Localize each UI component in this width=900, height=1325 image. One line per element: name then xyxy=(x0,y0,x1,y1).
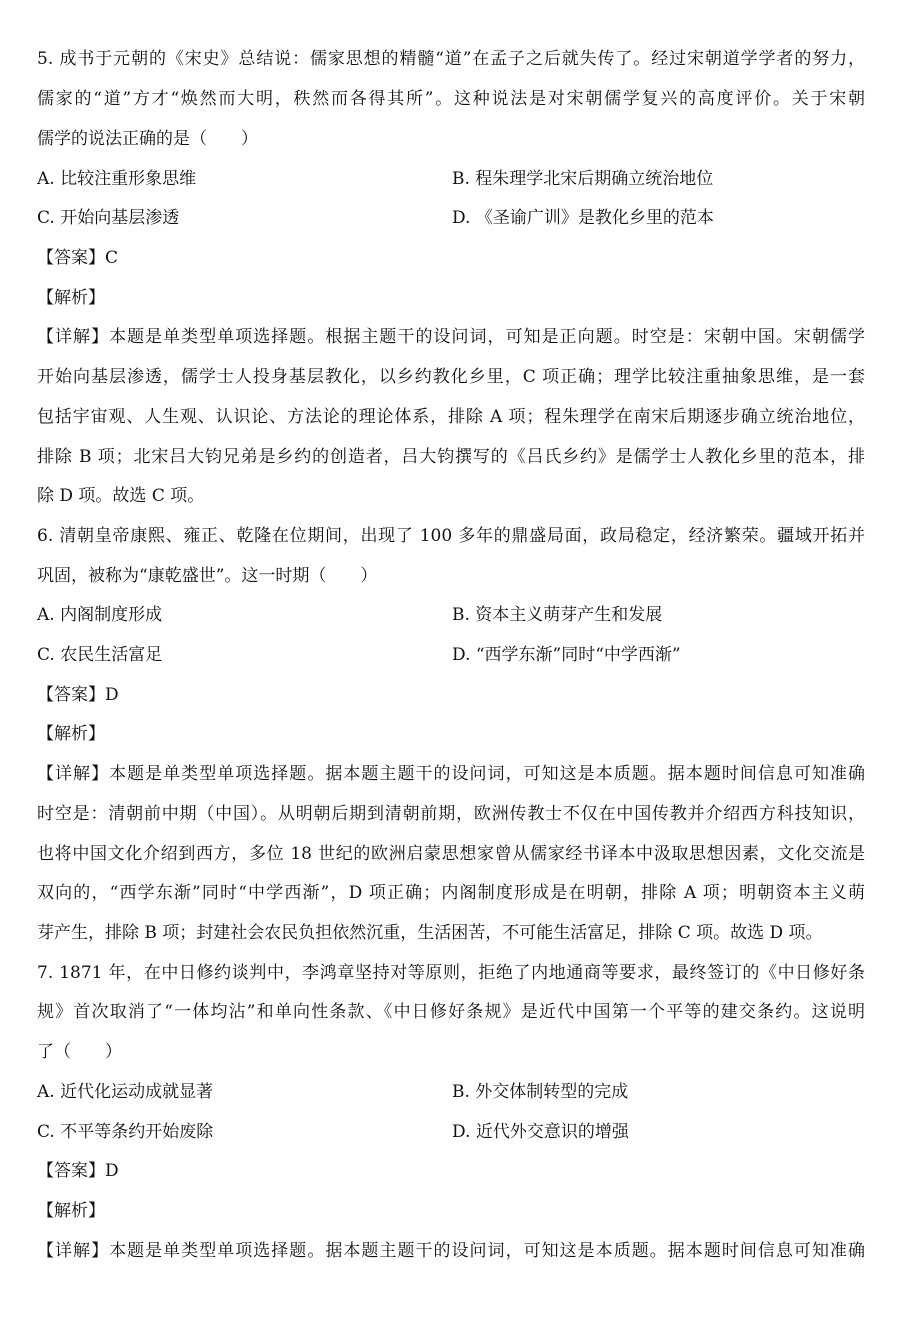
question-7-stem-line-3: 了（ ） xyxy=(37,1042,122,1062)
question-7-detail-line-1: 【详解】本题是单类型单项选择题。据本题主题干的设问词，可知这是本质题。据本题时间信息可知准确 xyxy=(37,1241,865,1261)
question-5-answer: 【答案】C xyxy=(37,248,119,268)
question-7-answer: 【答案】D xyxy=(37,1161,119,1181)
question-5-detail-line-5: 除 D 项。故选 C 项。 xyxy=(37,486,205,506)
question-6-detail-line-5: 芽产生，排除 B 项；封建社会农民负担依然沉重，生活困苦，不可能生活富足，排除 C 项。故选 D 项。 xyxy=(37,923,823,943)
question-5-detail-line-3: 包括宇宙观、人生观、认识论、方法论的理论体系，排除 A 项；程朱理学在南宋后期逐步确立统治地位， xyxy=(37,407,865,427)
question-6-detail-line-1: 【详解】本题是单类型单项选择题。据本题主题干的设问词，可知这是本质题。据本题时间信息可知准确 xyxy=(37,764,865,784)
question-6-stem-line-1: 6. 清朝皇帝康熙、雍正、乾隆在位期间，出现了 100 多年的鼎盛局面，政局稳定，经济繁荣。疆域开拓并 xyxy=(37,526,865,546)
question-7-option-b: B. 外交体制转型的完成 xyxy=(452,1082,629,1102)
question-6-detail-line-2: 时空是：清朝前中期（中国）。从明朝后期到清朝前期，欧洲传教士不仅在中国传教并介绍西方科技知识， xyxy=(37,804,865,824)
question-5-detail-line-4: 排除 B 项；北宋吕大钧兄弟是乡约的创造者，吕大钧撰写的《吕氏乡约》是儒学士人教化乡里的范本，排 xyxy=(37,447,865,467)
question-5-option-b: B. 程朱理学北宋后期确立统治地位 xyxy=(452,169,714,189)
question-5-stem-line-3: 儒学的说法正确的是（ ） xyxy=(37,129,258,149)
question-6-option-a: A. 内阁制度形成 xyxy=(37,605,163,625)
question-7-option-a: A. 近代化运动成就显著 xyxy=(37,1082,214,1102)
question-5-option-a: A. 比较注重形象思维 xyxy=(37,169,197,189)
question-5-detail-line-1: 【详解】本题是单类型单项选择题。根据主题干的设问词，可知是正向题。时空是：宋朝中国。宋朝儒学 xyxy=(37,327,865,347)
question-6-detail-line-3: 也将中国文化介绍到西方，多位 18 世纪的欧洲启蒙思想家曾从儒家经书译本中汲取思想因素，文化交流是 xyxy=(37,844,865,864)
question-6-option-b: B. 资本主义萌芽产生和发展 xyxy=(452,605,663,625)
question-6-option-c: C. 农民生活富足 xyxy=(37,645,163,665)
question-7-stem-line-1: 7. 1871 年，在中日修约谈判中，李鸿章坚持对等原则，拒绝了内地通商等要求，最终签订的《中日修好条 xyxy=(37,963,865,983)
question-6-answer: 【答案】D xyxy=(37,685,119,705)
question-5-option-d: D. 《圣谕广训》是教化乡里的范本 xyxy=(452,208,714,228)
question-5-stem-line-2: 儒家的“道”方才“焕然而大明，秩然而各得其所”。这种说法是对宋朝儒学复兴的高度评价。关于宋朝 xyxy=(37,89,865,109)
question-5-stem-line-1: 5. 成书于元朝的《宋史》总结说：儒家思想的精髓“道”在孟子之后就失传了。经过宋朝道学学者的努力， xyxy=(37,49,865,69)
question-6-option-d: D. “西学东渐”同时“中学西渐” xyxy=(452,645,681,665)
question-7-analysis-label: 【解析】 xyxy=(37,1201,105,1221)
question-7-stem-line-2: 规》首次取消了“一体均沾”和单向性条款、《中日修好条规》是近代中国第一个平等的建交条约。这说明 xyxy=(37,1002,865,1022)
question-7-option-d: D. 近代外交意识的增强 xyxy=(452,1122,629,1142)
question-6-analysis-label: 【解析】 xyxy=(37,724,105,744)
question-6-detail-line-4: 双向的，“西学东渐”同时“中学西渐”，D 项正确；内阁制度形成是在明朝，排除 A 项；明朝资本主义萌 xyxy=(37,883,865,903)
question-7-option-c: C. 不平等条约开始废除 xyxy=(37,1122,214,1142)
question-5-analysis-label: 【解析】 xyxy=(37,288,105,308)
question-5-detail-line-2: 开始向基层渗透，儒学士人投身基层教化，以乡约教化乡里，C 项正确；理学比较注重抽象思维，是一套 xyxy=(37,367,865,387)
question-5-option-c: C. 开始向基层渗透 xyxy=(37,208,180,228)
question-6-stem-line-2: 巩固，被称为“康乾盛世”。这一时期（ ） xyxy=(37,566,378,586)
